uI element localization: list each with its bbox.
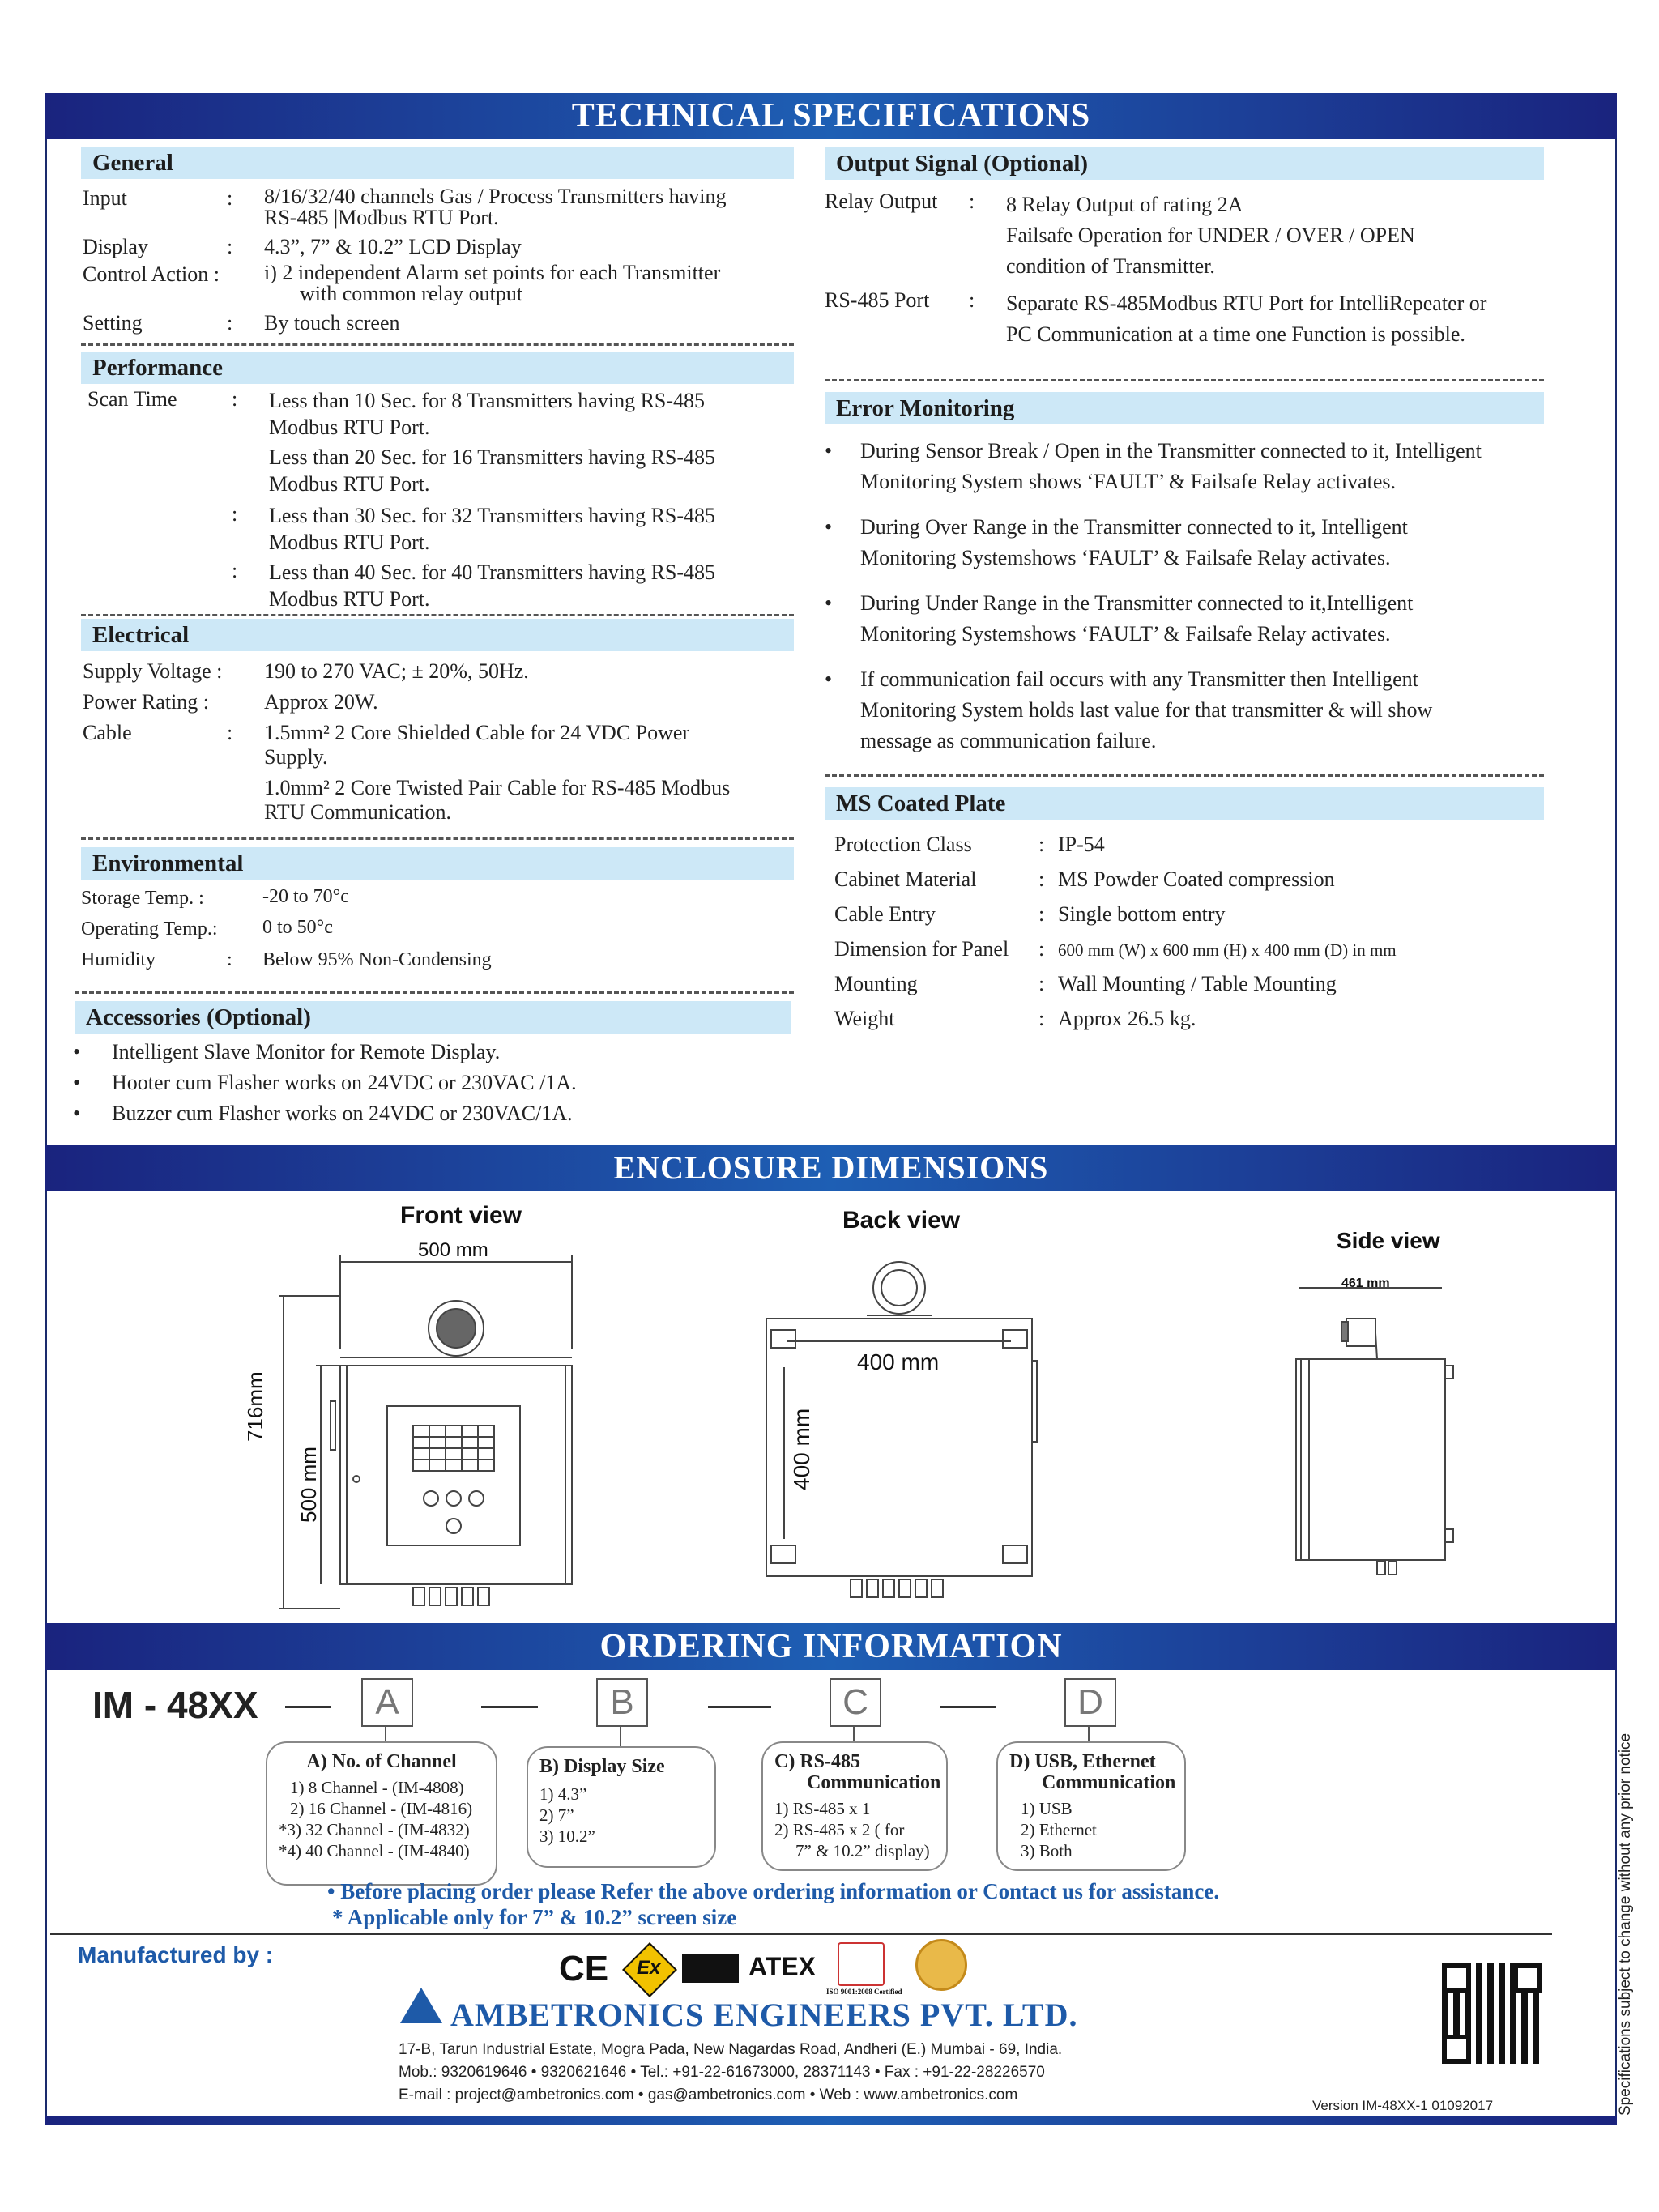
error-item: • If communication fail occurs with any Transmitter then Intelligent Monitoring System holds last value for that transmitter & will show message as communication failure.	[825, 667, 1433, 752]
error-item: • During Over Range in the Transmitter connected to it, Intelligent Monitoring Systemshows ‘FAULT’ & Failsafe Relay activates.	[825, 515, 1408, 569]
ms-plate-value: MS Powder Coated compression	[1058, 867, 1335, 891]
ms-plate-label: Protection Class	[834, 833, 972, 856]
display-value: 4.3”, 7” & 10.2” LCD Display	[264, 235, 522, 258]
model-code: IM - 48XX	[92, 1684, 258, 1726]
scan-time-label: Scan Time	[87, 387, 177, 411]
general-heading: General	[81, 147, 794, 179]
back-height-label: 400 mm	[789, 1408, 814, 1490]
mark-logo	[682, 1954, 739, 1983]
setting-label: Setting	[83, 311, 143, 335]
version-label: Version IM-48XX-1 01092017	[1312, 2098, 1494, 2113]
option-box-d: D	[1064, 1678, 1116, 1727]
back-width-label: 400 mm	[857, 1349, 940, 1375]
divider	[50, 1933, 1552, 1935]
control-value: i) 2 independent Alarm set points for each Transmitter with common relay output	[264, 261, 721, 305]
storage-label: Storage Temp. :	[81, 888, 204, 909]
option-b-box: B) Display Size 1) 4.3” 2) 7” 3) 10.2”	[527, 1746, 716, 1868]
enclosure-header: ENCLOSURE DIMENSIONS	[45, 1145, 1617, 1191]
front-height-outer-label: 716mm	[243, 1371, 267, 1442]
output-heading: Output Signal (Optional)	[825, 147, 1544, 180]
ms-plate-value: Wall Mounting / Table Mounting	[1058, 972, 1337, 995]
star-seal-icon	[915, 1939, 967, 1991]
back-view-title: Back view	[842, 1207, 961, 1234]
side-view-title: Side view	[1337, 1228, 1440, 1253]
scan-time-item: Less than 20 Sec. for 16 Transmitters having RS-485 Modbus RTU Port.	[269, 445, 716, 496]
ex-logo-text: Ex	[637, 1957, 661, 1979]
operating-label: Operating Temp.:	[81, 918, 218, 940]
control-label: Control Action :	[83, 262, 220, 286]
ms-plate-value: Approx 26.5 kg.	[1058, 1007, 1196, 1030]
cable-label: Cable	[83, 721, 132, 744]
supply-value: 190 to 270 VAC; ± 20%, 50Hz.	[264, 659, 529, 683]
rs485-value: Separate RS-485Modbus RTU Port for IntelliRepeater or PC Communication at a time one Function is possible.	[1006, 292, 1487, 346]
humidity-label: Humidity	[81, 949, 156, 970]
accessory-item: • Hooter cum Flasher works on 24VDC or 230VAC /1A.	[73, 1071, 577, 1094]
accessories-heading: Accessories (Optional)	[75, 1001, 791, 1034]
company-email: E-mail : project@ambetronics.com • gas@ambetronics.com • Web : www.ambetronics.com	[399, 2086, 1018, 2103]
front-width-label: 500 mm	[418, 1239, 488, 1261]
option-a-box: A) No. of Channel 1) 8 Channel - (IM-4808) 2) 16 Channel - (IM-4816) *3) 32 Channel - (IM-4832) *4) 40 Channel - (IM-4840)	[266, 1741, 497, 1886]
environmental-heading: Environmental	[81, 847, 794, 880]
applicable-note: * Applicable only for 7” & 10.2” screen size	[332, 1905, 737, 1929]
error-heading: Error Monitoring	[825, 392, 1544, 424]
ms-plate-label: Dimension for Panel	[834, 937, 1009, 961]
power-value: Approx 20W.	[264, 690, 378, 714]
input-value: 8/16/32/40 channels Gas / Process Transmitters having RS-485 |Modbus RTU Port.	[264, 185, 727, 229]
front-height-inner-label: 500 mm	[296, 1447, 321, 1523]
relay-label: Relay Output	[825, 190, 938, 213]
ms-plate-heading: MS Coated Plate	[825, 787, 1544, 820]
supply-label: Supply Voltage :	[83, 659, 223, 683]
company-phones: Mob.: 9320619646 • 9320621646 • Tel.: +91-22-61673000, 28371143 • Fax : +91-22-28226570	[399, 2064, 1045, 2081]
electrical-heading: Electrical	[81, 619, 794, 651]
power-label: Power Rating :	[83, 690, 209, 714]
humidity-value: Below 95% Non-Condensing	[262, 949, 492, 970]
ms-plate-value: IP-54	[1058, 833, 1105, 856]
operating-value: 0 to 50°c	[262, 917, 333, 938]
tech-spec-header: TECHNICAL SPECIFICATIONS	[45, 93, 1617, 139]
ce-logo: CE	[559, 1949, 609, 1988]
display-label: Display	[83, 235, 148, 258]
manufactured-by: Manufactured by :	[78, 1942, 274, 1967]
company-logo-icon	[400, 1988, 442, 2023]
iso-text: ISO 9001:2008 Certified	[826, 1988, 902, 1996]
qr-code	[1442, 1963, 1542, 2064]
ms-plate-label: Weight	[834, 1007, 895, 1030]
relay-value: 8 Relay Output of rating 2A Failsafe Operation for UNDER / OVER / OPEN condition of Transmitter.	[1006, 193, 1415, 278]
scan-time-item: Less than 10 Sec. for 8 Transmitters having RS-485 Modbus RTU Port.	[269, 389, 706, 439]
side-width-label: 461 mm	[1341, 1276, 1390, 1290]
company-address: 17-B, Tarun Industrial Estate, Mogra Pada, New Nagardas Road, Andheri (E.) Mumbai - 69, India.	[399, 2041, 1063, 2058]
rs485-label: RS-485 Port	[825, 288, 930, 312]
accessory-item: • Buzzer cum Flasher works on 24VDC or 230VAC/1A.	[73, 1102, 573, 1125]
disclaimer: Specifications subject to change without any prior notice	[1617, 1733, 1634, 2116]
ms-plate-label: Mounting	[834, 972, 918, 995]
iso-logo	[838, 1942, 885, 1986]
cable-value: 1.5mm² 2 Core Shielded Cable for 24 VDC Power Supply. 1.0mm² 2 Core Twisted Pair Cable for RS-485 Modbus RTU Communication.	[264, 721, 731, 824]
ms-plate-value: Single bottom entry	[1058, 902, 1226, 926]
error-item: • During Sensor Break / Open in the Transmitter connected to it, Intelligent Monitoring System shows ‘FAULT’ & Failsafe Relay activates.	[825, 439, 1482, 493]
performance-heading: Performance	[81, 352, 794, 384]
option-c-box: C) RS-485 Communication 1) RS-485 x 1 2) RS-485 x 2 ( for 7” & 10.2” display)	[761, 1741, 948, 1871]
setting-value: By touch screen	[264, 311, 400, 335]
footer-bar	[45, 2116, 1617, 2125]
option-box-a: A	[361, 1678, 413, 1727]
option-box-c: C	[830, 1678, 881, 1727]
scan-time-item: Less than 40 Sec. for 40 Transmitters having RS-485 Modbus RTU Port.	[269, 560, 716, 611]
company-name: AMBETRONICS ENGINEERS PVT. LTD.	[450, 1997, 1078, 2033]
option-d-box: D) USB, Ethernet Communication 1) USB 2) Ethernet 3) Both	[996, 1741, 1186, 1871]
option-box-b: B	[596, 1678, 648, 1727]
error-item: • During Under Range in the Transmitter connected to it,Intelligent Monitoring Systemshows ‘FAULT’ & Failsafe Relay activates.	[825, 591, 1414, 646]
ms-plate-label: Cabinet Material	[834, 867, 977, 891]
ms-plate-value: 600 mm (W) x 600 mm (H) x 400 mm (D) in mm	[1058, 940, 1397, 960]
ordering-note: • Before placing order please Refer the above ordering information or Contact us for assistance.	[327, 1879, 1220, 1903]
input-label: Input	[83, 186, 127, 210]
accessory-item: • Intelligent Slave Monitor for Remote Display.	[73, 1040, 501, 1063]
ms-plate-label: Cable Entry	[834, 902, 936, 926]
front-view-title: Front view	[400, 1202, 522, 1229]
atex-logo: ATEX	[748, 1952, 816, 1981]
ordering-header: ORDERING INFORMATION	[45, 1623, 1617, 1670]
storage-value: -20 to 70°c	[262, 886, 349, 907]
scan-time-item: Less than 30 Sec. for 32 Transmitters having RS-485 Modbus RTU Port.	[269, 504, 716, 554]
